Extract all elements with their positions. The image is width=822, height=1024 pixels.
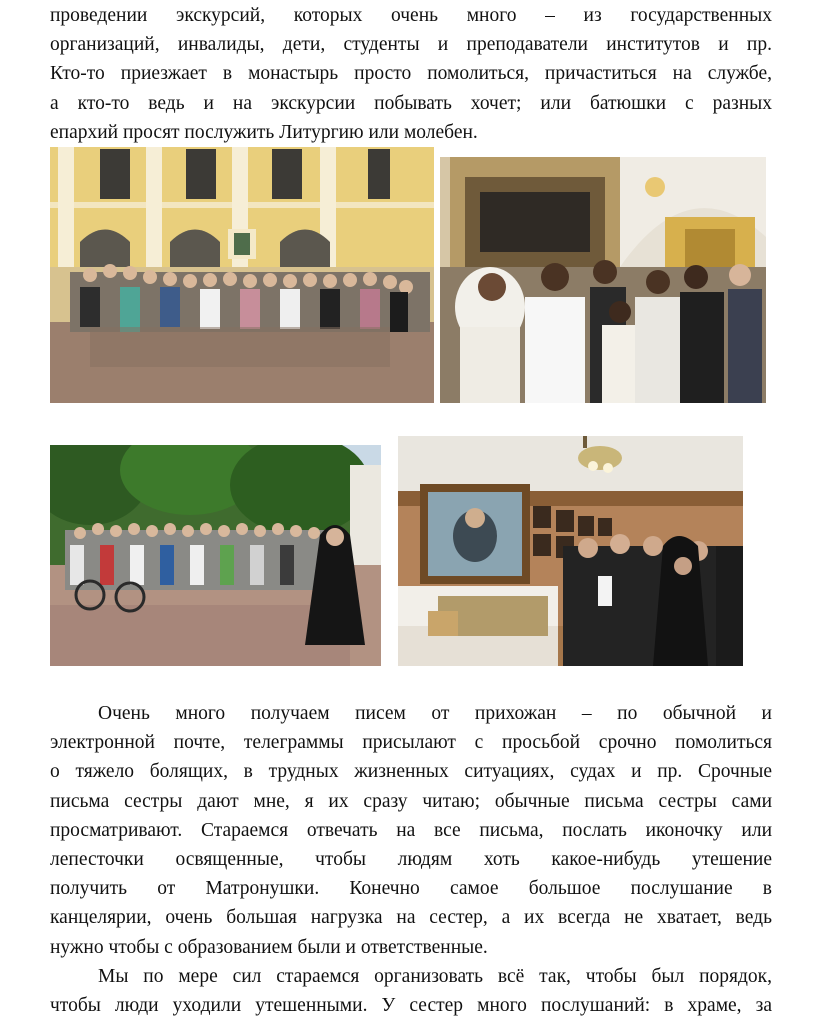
text-line: просматривают. Стараемся отвечать на все письма, послать иконочку или — [50, 819, 772, 841]
text-line: нужно чтобы с образованием были и ответственные. — [50, 936, 488, 958]
organization-paragraph — [50, 962, 772, 1020]
text-line: организаций, инвалиды, дети, студенты и преподаватели институтов и пр. — [50, 34, 772, 56]
photo-group-in-church-interior — [440, 157, 766, 403]
photo-group-children-at-monastery-building — [50, 147, 434, 403]
text-line: лепесточки освященные, чтобы людям хоть какое-нибудь утешение — [50, 848, 772, 870]
text-line: получить от Матронушки. Конечно самое большое послушание в — [50, 878, 772, 900]
text-line: Очень много получаем писем от прихожан – по обычной и — [98, 703, 772, 724]
text-line: о тяжело болящих, в трудных жизненных ситуациях, судах и пр. Срочные — [50, 761, 772, 783]
text-line: электронной почте, телеграммы присылают с просьбой срочно помолиться — [50, 732, 772, 754]
text-line: письма сестры дают мне, я их сразу читаю; обычные письма сестры сами — [50, 790, 772, 812]
photo-nuns-in-memorial-room — [398, 436, 743, 666]
text-line: проведении экскурсий, которых очень много – из государственных — [50, 5, 772, 26]
text-line: а кто-то ведь и на экскурсии побывать хочет; или батюшки с разных — [50, 92, 772, 114]
letters-paragraph — [50, 699, 772, 962]
text-line: чтобы люди уходили утешенными. У сестер много послушаний: в храме, за — [50, 995, 772, 1017]
photo-excursion-group-in-garden — [50, 445, 381, 666]
text-line: епархий просят послужить Литургию или молебен. — [50, 121, 478, 143]
text-line: Мы по мере сил стараемся организовать всё так, чтобы был порядок, — [98, 966, 772, 987]
text-line: канцелярии, очень большая нагрузка на сестер, а их всегда не хватает, ведь — [50, 907, 772, 929]
text-line: Кто-то приезжает в монастырь просто помолиться, причаститься на службе, — [50, 63, 772, 85]
top-paragraph — [50, 1, 772, 147]
